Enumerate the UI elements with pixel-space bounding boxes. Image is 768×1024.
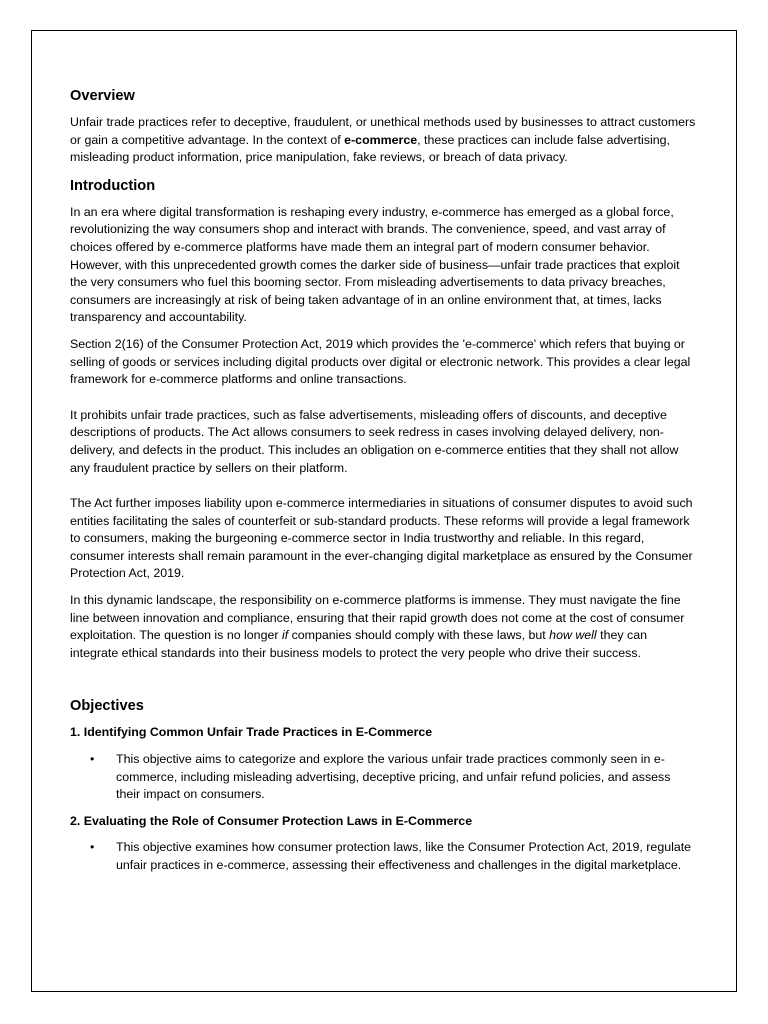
objective-1-text: This objective aims to categorize and explore the various unfair trade practices commonly seen in e-commerce, including misleading advertising, deceptive pricing, and unfair refund policies, and assess their impact on consumers. xyxy=(116,752,671,802)
overview-text-1: Unfair trade practices refer to deceptive, fraudulent, or unethical methods used by businesses to attract customers or gain a competitive advantage. In the context of xyxy=(70,115,696,147)
overview-text-2: , these practices can include false advertising, misleading product information, price manipulation, fake reviews, or breach of data privacy. xyxy=(70,132,670,165)
objective-2-title: 2. Evaluating the Role of Consumer Protection Laws in E-Commerce xyxy=(70,813,473,828)
intro-p5-text-2: companies should comply with these laws, but xyxy=(288,628,550,643)
overview-heading: Overview xyxy=(70,88,135,104)
intro-p5-text-3: they can integrate ethical standards into their business models to protect the very people who drive their success. xyxy=(70,628,647,660)
introduction-paragraph-3: It prohibits unfair trade practices, such as false advertisements, misleading offers of discounts, and deceptive descriptions of products. The Act allows consumers to seek redress in cases involving delayed delivery, non-delivery, and defects in the product. This includes an obligation on e-commerce entities that they shall not allow any fraudulent practice by sellers on their platform. xyxy=(70,407,679,475)
introduction-paragraph-2: Section 2(16) of the Consumer Protection Act, 2019 which provides the 'e-commerce' which refers that buying or selling of goods or services including digital products over digital or electronic network. This provides a clear legal framework for e-commerce platforms and online transactions. xyxy=(70,336,691,387)
bullet-icon: • xyxy=(90,752,95,767)
objective-2-list xyxy=(70,839,696,874)
list-item xyxy=(70,839,696,874)
bullet-icon: • xyxy=(90,840,95,855)
intro-p5-italic-1: if xyxy=(281,628,289,643)
objective-1-list xyxy=(70,751,696,804)
list-item xyxy=(70,751,696,804)
introduction-paragraph-4: The Act further imposes liability upon e-commerce intermediaries in situations of consumer disputes to avoid such entities facilitating the sales of counterfeit or sub-standard products. These reforms will provide a legal framework to consumers, making the burgeoning e-commerce sector in India trustworthy and reliable. In this regard, consumer interests shall remain paramount in the ever-changing digital marketplace as ensured by the Consumer Protection Act, 2019. xyxy=(70,496,693,581)
objective-1-title: 1. Identifying Common Unfair Trade Practices in E-Commerce xyxy=(70,725,433,740)
document-body xyxy=(70,86,696,875)
intro-p5-italic-2: how well xyxy=(549,628,597,643)
introduction-paragraph-1: In an era where digital transformation is reshaping every industry, e-commerce has emerged as a global force, revolutionizing the way consumers shop and interact with brands. The convenience, speed, and vast array of choices offered by e-commerce platforms have made them an integral part of modern consumer behavior. However, with this unprecedented growth comes the darker side of business—unfair trade practices that exploit the very consumers who fuel this booming sector. From misleading advertisements to data privacy breaches, consumers are increasingly at risk of being taken advantage of in an online environment that, at times, lacks transparency and accountability. xyxy=(70,204,680,325)
overview-bold-term: e-commerce xyxy=(344,132,418,147)
intro-p5-text-1: In this dynamic landscape, the responsibility on e-commerce platforms is immense. They must navigate the fine line between innovation and compliance, ensuring that their rapid growth does not come at the cost of consumer exploitation. The question is no longer xyxy=(70,593,685,643)
introduction-paragraph-5 xyxy=(70,592,696,662)
overview-paragraph xyxy=(70,114,696,167)
objectives-heading: Objectives xyxy=(70,698,144,715)
introduction-heading: Introduction xyxy=(70,177,156,194)
objective-2-text: This objective examines how consumer protection laws, like the Consumer Protection Act, 2019, regulate unfair practices in e-commerce, assessing their effectiveness and challenges in the digital marketplace. xyxy=(116,840,692,872)
